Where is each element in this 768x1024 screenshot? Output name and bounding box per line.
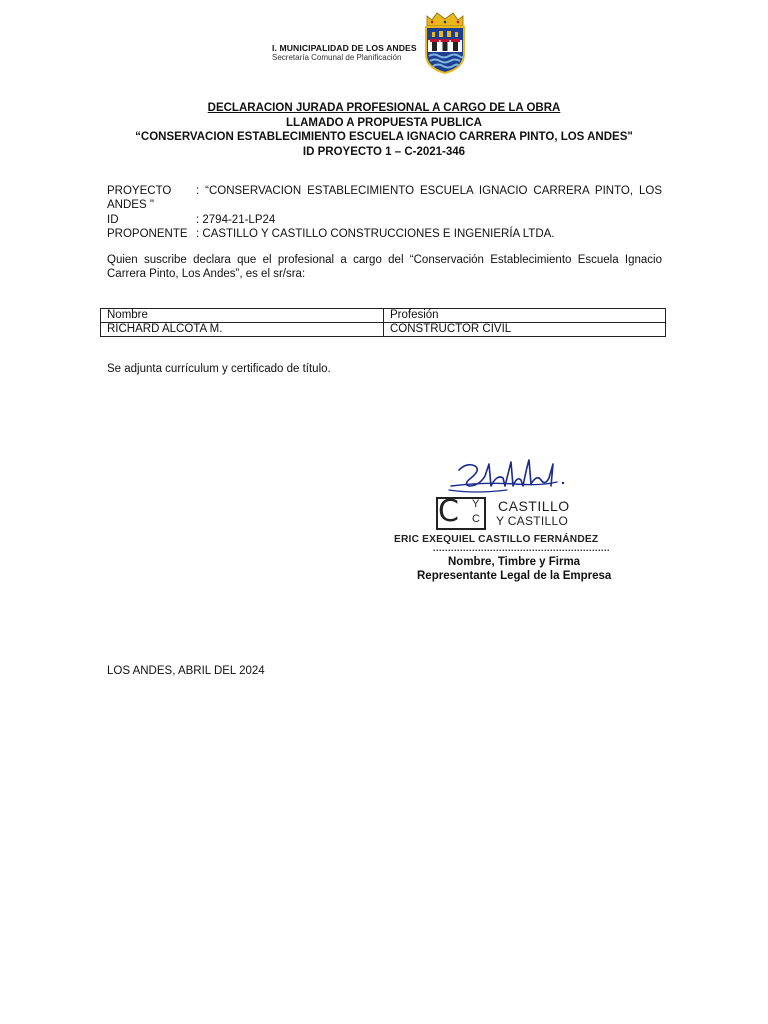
place-date: LOS ANDES, ABRIL DEL 2024: [107, 665, 265, 677]
cell-nombre: RICHARD ALCOTA M.: [101, 323, 384, 337]
signature-role: Representante Legal de la Empresa: [417, 570, 612, 582]
cell-profesion: CONSTRUCTOR CIVIL: [384, 323, 666, 337]
coat-of-arms-icon: [423, 10, 467, 74]
department-name: Secretaría Comunal de Planificación: [272, 53, 402, 62]
stamp-word-castillo: CASTILLO: [498, 498, 570, 514]
company-stamp: [432, 494, 612, 537]
table-header-row: [101, 309, 666, 323]
municipality-name: I. MUNICIPALIDAD DE LOS ANDES: [272, 43, 417, 53]
handwritten-signature: [445, 456, 575, 498]
proyecto-value: : “CONSERVACION ESTABLECIMIENTO ESCUELA IGNACIO CARRERA PINTO, LOS: [196, 185, 662, 197]
declaration-paragraph: Quien suscribe declara que el profesional a cargo del “Conservación Establecimiento Escuela Ignacio Carrera Pinto, Los Andes”, es el sr/sra:: [107, 254, 662, 281]
stamp-letter-c: C: [438, 494, 459, 529]
info-row-proyecto-cont: [107, 198, 662, 212]
professional-table: [100, 308, 666, 337]
proponente-label: PROPONENTE: [107, 228, 188, 241]
stamp-letter-c2: C: [472, 513, 480, 525]
signer-name: ERIC EXEQUIEL CASTILLO FERNÁNDEZ: [394, 534, 599, 545]
stamp-letter-y: Y: [472, 498, 480, 510]
stamp-word-y-castillo: Y CASTILLO: [496, 514, 569, 528]
id-value: : 2794-21-LP24: [196, 213, 276, 226]
proyecto-value-cont: ANDES ": [107, 199, 154, 212]
header-profesion: Profesión: [384, 309, 666, 323]
project-id-title: ID PROYECTO 1 – C-2021-346: [302, 145, 466, 158]
project-info: [107, 184, 662, 242]
signature-label: Nombre, Timbre y Firma: [448, 556, 581, 568]
info-row-proyecto: [107, 184, 662, 198]
document-titles: [0, 101, 768, 159]
id-label: ID: [107, 213, 119, 226]
attachment-note: Se adjunta currículum y certificado de título.: [107, 363, 331, 375]
signature-line: ...........................................................: [433, 543, 611, 553]
proyecto-label: PROYECTO: [107, 185, 172, 197]
document-subtitle: LLAMADO A PROPUESTA PUBLICA: [286, 116, 482, 129]
info-row-proponente: [107, 227, 662, 241]
header-nombre: Nombre: [101, 309, 384, 323]
project-title: “CONSERVACION ESTABLECIMIENTO ESCUELA IGNACIO CARRERA PINTO, LOS ANDES": [135, 131, 633, 144]
proponente-value: : CASTILLO Y CASTILLO CONSTRUCCIONES E INGENIERÍA LTDA.: [196, 228, 555, 241]
table-row: [101, 323, 666, 337]
info-row-id: [107, 213, 662, 227]
document-title: DECLARACION JURADA PROFESIONAL A CARGO DE LA OBRA: [207, 102, 561, 114]
